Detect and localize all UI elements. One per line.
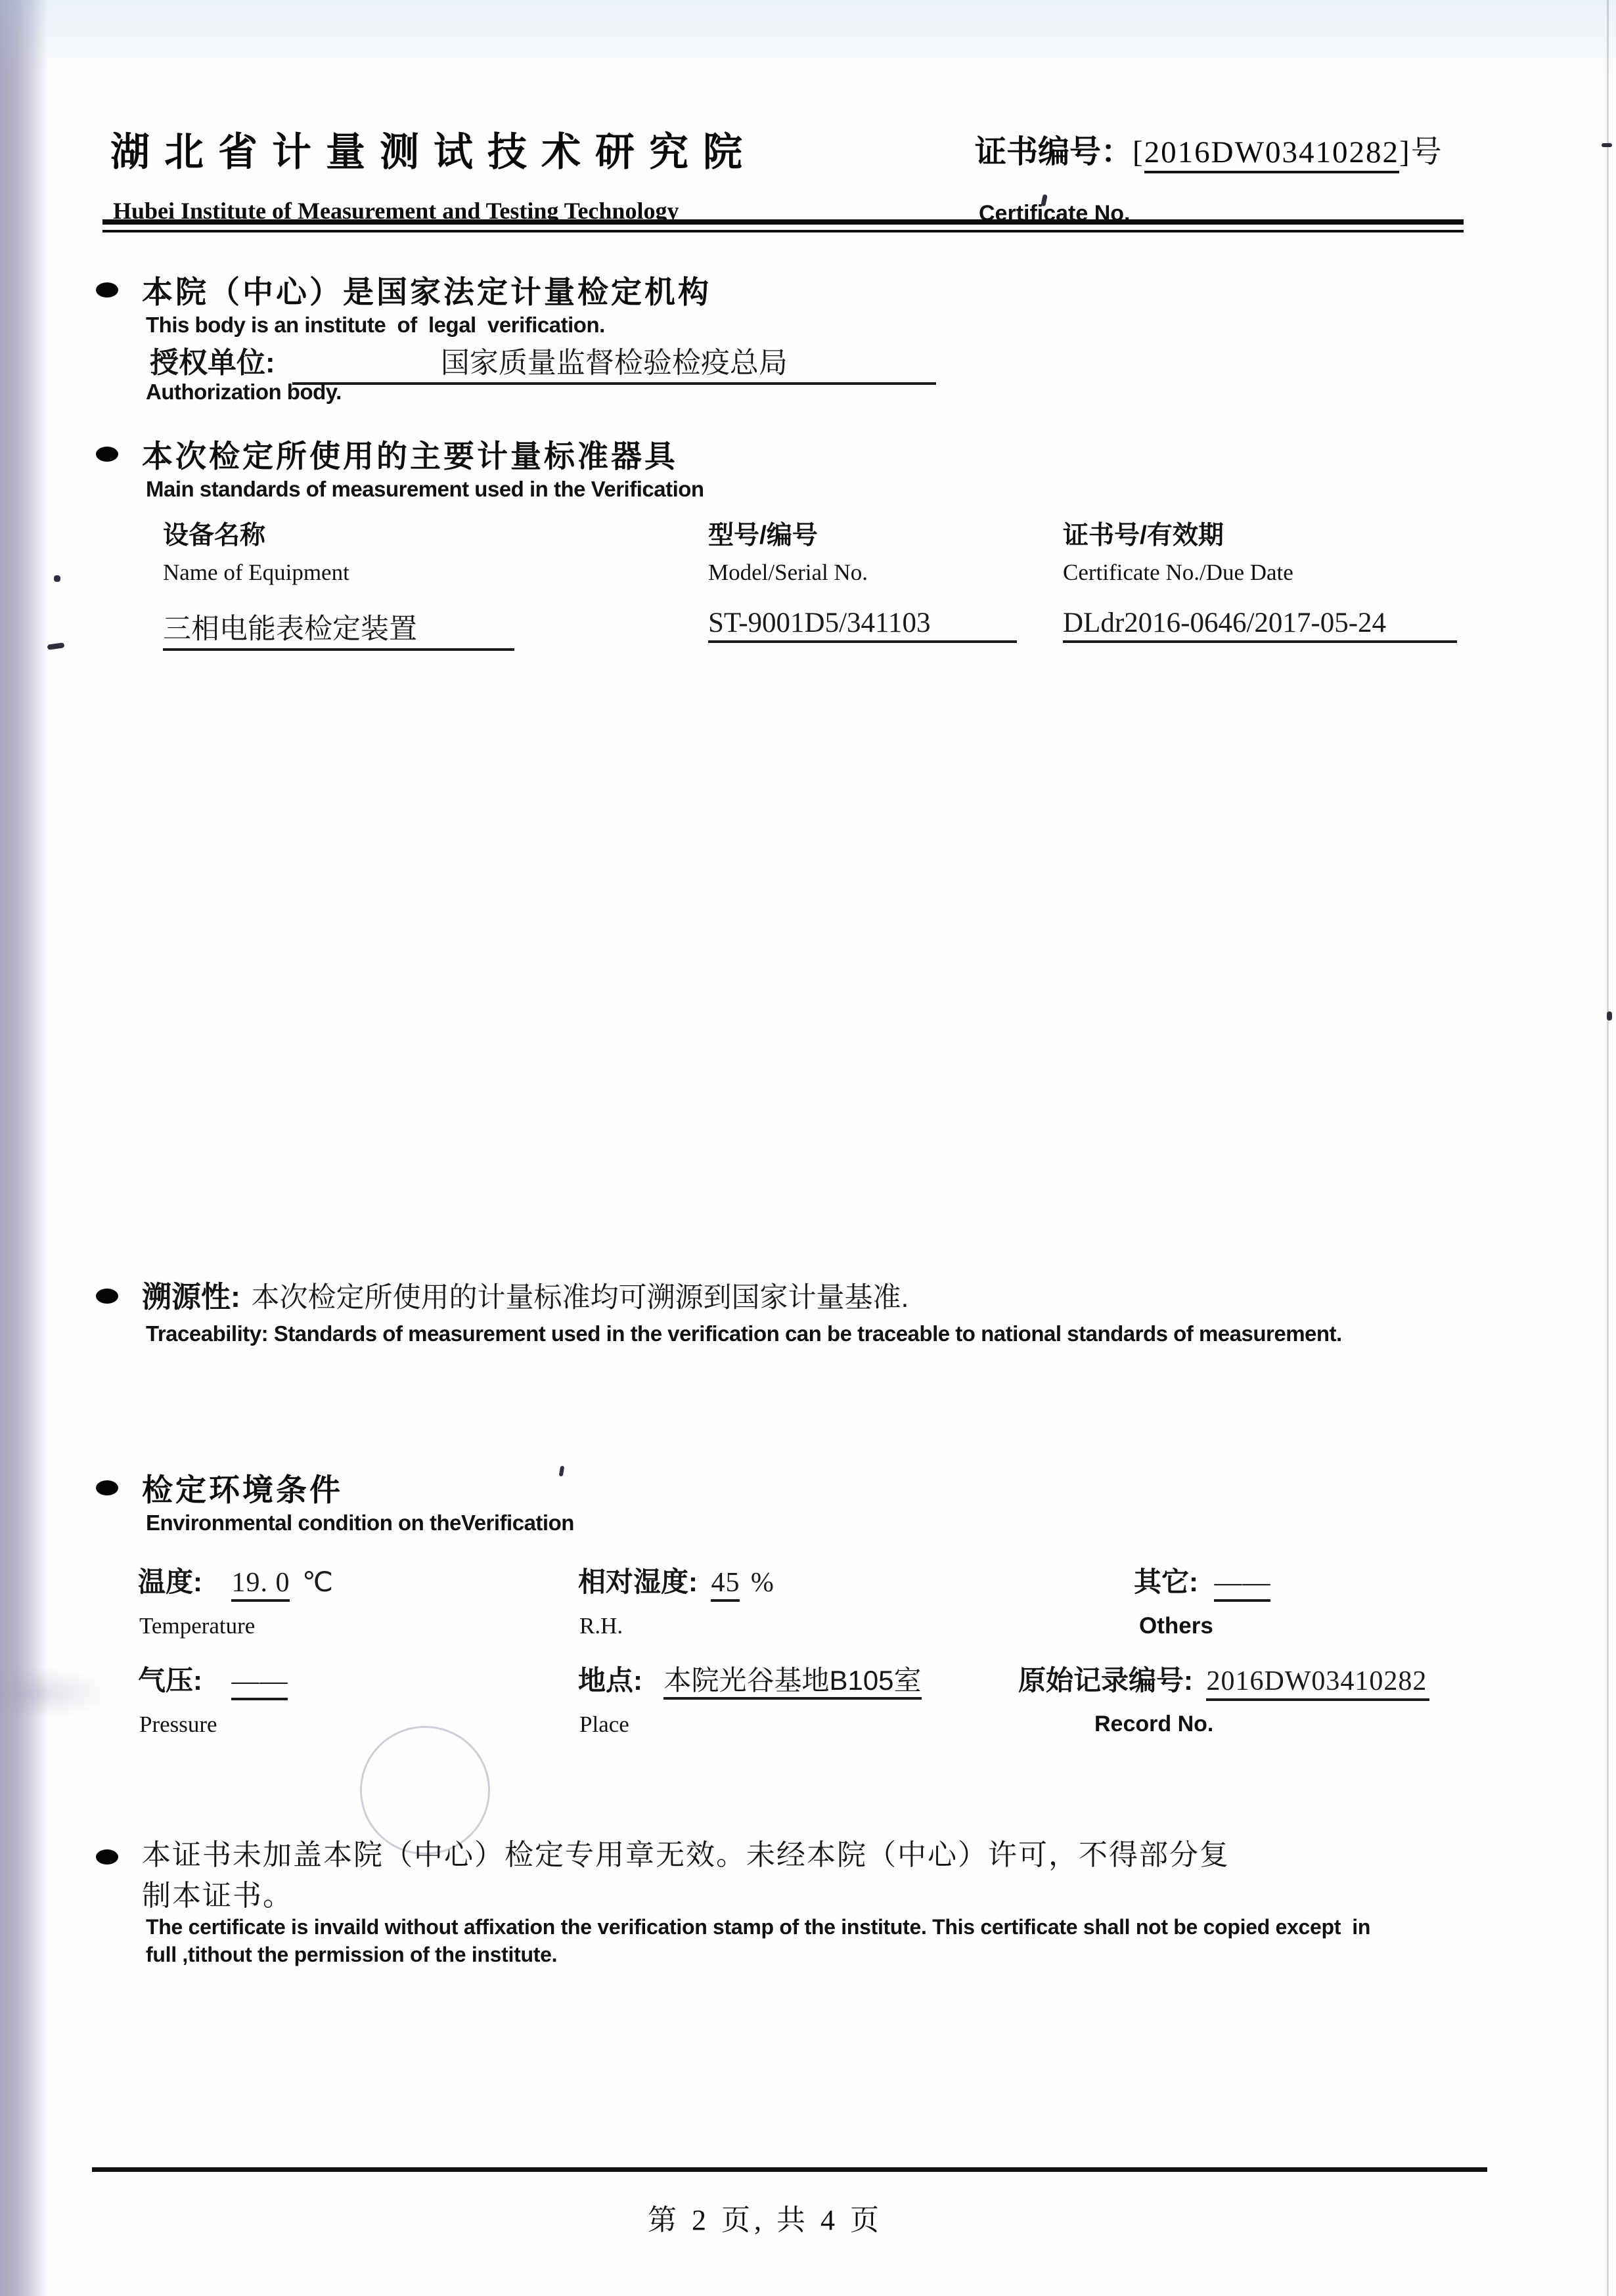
humidity-label-en: R.H. xyxy=(579,1613,623,1639)
certificate-no-label-en: Certificate No. xyxy=(979,201,1131,226)
traceability-line xyxy=(142,1273,909,1315)
bullet-icon xyxy=(96,447,118,462)
column-header-equipment-en: Name of Equipment xyxy=(163,560,349,585)
bullet-icon xyxy=(96,1849,118,1865)
table-row-model-serial: ST-9001D5/341103 xyxy=(708,607,1017,643)
traceability-label-cn: 溯源性: xyxy=(142,1280,240,1314)
notice-line2-en: full ,tithout the permission of the institute. xyxy=(146,1943,558,1966)
bullet-icon xyxy=(96,282,118,298)
environment-title-en: Environmental condition on theVerification xyxy=(146,1511,574,1535)
column-header-model-en: Model/Serial No. xyxy=(708,560,868,585)
temperature-unit: ℃ xyxy=(302,1568,334,1598)
temperature-label-en: Temperature xyxy=(139,1613,256,1639)
scan-right-edge-line xyxy=(1607,0,1609,2296)
pressure-label-cn: 气压: xyxy=(138,1665,202,1696)
scan-speck xyxy=(1607,1011,1612,1021)
notice-line1-cn: 本证书未加盖本院（中心）检定专用章无效。未经本院（中心）许可，不得部分复 xyxy=(142,1839,1230,1871)
env-temperature-field xyxy=(138,1560,334,1600)
place-value: 本院光谷基地B105室 xyxy=(663,1665,921,1700)
bullet-icon xyxy=(96,1480,118,1495)
record-label-en: Record No. xyxy=(1094,1711,1214,1736)
notice-line2-cn: 制本证书。 xyxy=(142,1880,293,1912)
env-others-field xyxy=(1134,1560,1270,1600)
authorization-label-en: Authorization body. xyxy=(146,380,342,404)
record-value: 2016DW03410282 xyxy=(1206,1666,1429,1701)
scan-crease-smudge xyxy=(0,1667,112,1719)
env-place-field xyxy=(578,1659,922,1698)
humidity-unit: % xyxy=(750,1568,774,1598)
institute-title-cn: 湖北省计量测试技术研究院 xyxy=(110,130,757,174)
traceability-text-en: Traceability: Standards of measurement used in the verification can be traceable to national standards of measurement. xyxy=(146,1321,1342,1346)
pressure-label-en: Pressure xyxy=(139,1711,217,1737)
page-number: 第 2 页, 共 4 页 xyxy=(648,2204,883,2236)
certificate-no-value: [2016DW03410282]号 xyxy=(1133,135,1443,173)
notice-line1-en: The certificate is invaild without affixation the verification stamp of the institute. This certificate shall not be copied except in xyxy=(146,1915,1371,1939)
scan-speck xyxy=(1602,143,1612,147)
legal-title-en: This body is an institute of legal verification. xyxy=(146,313,605,337)
others-label-en: Others xyxy=(1139,1613,1213,1639)
authorization-line xyxy=(150,339,936,385)
record-label-cn: 原始记录编号: xyxy=(1018,1665,1193,1696)
humidity-value: 45 xyxy=(711,1568,740,1602)
env-record-field xyxy=(1018,1659,1429,1701)
institute-title-en: Hubei Institute of Measurement and Testing Technology xyxy=(113,198,679,224)
column-header-model-cn: 型号/编号 xyxy=(708,521,818,550)
table-row-cert-due: DLdr2016-0646/2017-05-24 xyxy=(1063,607,1457,643)
scan-speck xyxy=(54,575,60,582)
authorization-value: 国家质量监督检验检疫总局 xyxy=(292,339,936,385)
scan-speck-apostrophe xyxy=(559,1466,565,1477)
bullet-icon xyxy=(96,1289,118,1304)
traceability-text-cn: 本次检定所使用的计量标准均可溯源到国家计量基准. xyxy=(251,1282,909,1314)
env-pressure-field xyxy=(138,1659,288,1698)
header-double-rule xyxy=(102,219,1464,232)
table-row-equipment-name: 三相电能表检定装置 xyxy=(163,607,514,651)
standards-title-en: Main standards of measurement used in the Verification xyxy=(146,477,704,501)
humidity-label-cn: 相对湿度: xyxy=(578,1566,698,1597)
authorization-label-cn: 授权单位: xyxy=(150,347,275,379)
legal-title-cn: 本院（中心）是国家法定计量检定机构 xyxy=(142,275,711,309)
scan-top-tint xyxy=(0,0,1616,79)
env-humidity-field xyxy=(578,1560,774,1600)
temperature-label-cn: 温度: xyxy=(138,1566,202,1597)
place-label-en: Place xyxy=(579,1711,629,1737)
column-header-cert-cn: 证书号/有效期 xyxy=(1063,521,1224,550)
footer-rule xyxy=(92,2167,1487,2172)
temperature-value: 19. 0 xyxy=(231,1568,290,1602)
pressure-value: —— xyxy=(231,1666,288,1700)
place-label-cn: 地点: xyxy=(578,1665,642,1696)
environment-title-cn: 检定环境条件 xyxy=(142,1472,343,1507)
others-value: —— xyxy=(1214,1568,1270,1602)
certificate-no-number: 2016DW03410282 xyxy=(1144,135,1399,173)
column-header-cert-en: Certificate No./Due Date xyxy=(1063,560,1293,585)
scan-speck xyxy=(47,642,65,650)
scan-left-edge-shadow xyxy=(0,0,49,2296)
certificate-no-label-cn: 证书编号： xyxy=(975,135,1133,169)
standards-title-cn: 本次检定所使用的主要计量标准器具 xyxy=(142,439,678,474)
others-label-cn: 其它: xyxy=(1134,1566,1198,1597)
certificate-no-line xyxy=(975,126,1443,171)
column-header-equipment-cn: 设备名称 xyxy=(163,521,266,550)
